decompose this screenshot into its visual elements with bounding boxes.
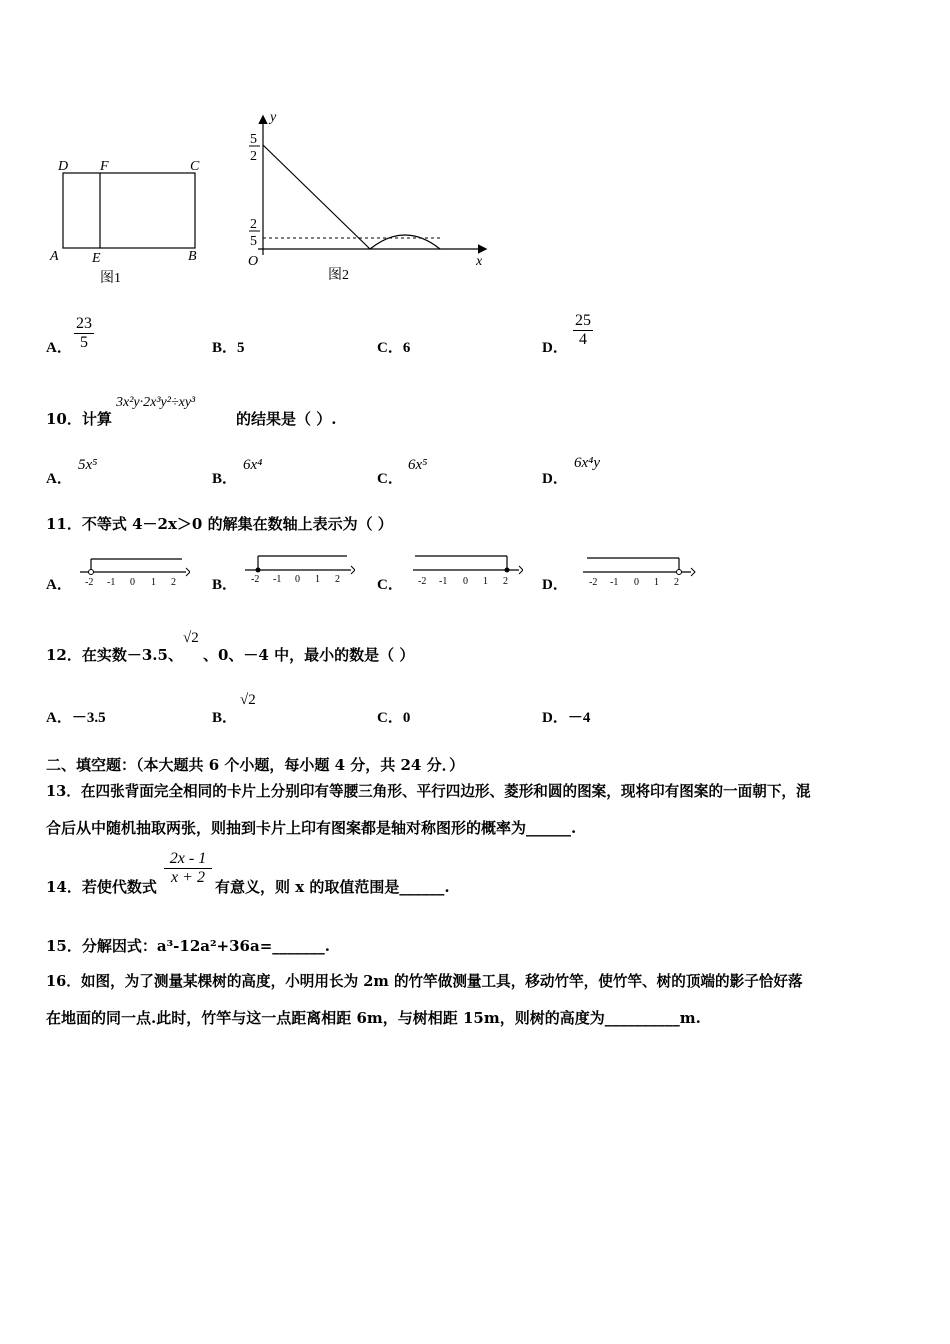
q10-option-b-value: 6x⁴ xyxy=(243,457,263,473)
tick-label: 2 xyxy=(335,574,340,585)
option-value: －3.5 xyxy=(71,710,106,726)
tick-label: -1 xyxy=(273,574,282,585)
fraction-numerator: 25 xyxy=(575,312,591,329)
tick-label: 1 xyxy=(654,577,659,588)
q11-option-b[interactable] xyxy=(212,573,237,594)
figure-1 xyxy=(40,150,220,290)
q12-option-b[interactable] xyxy=(212,706,237,727)
label-b: B xyxy=(188,249,197,264)
tick-label: -1 xyxy=(439,576,448,587)
fraction-denominator: 5 xyxy=(80,334,88,351)
option-value: 5 xyxy=(237,340,245,356)
figure-2 xyxy=(240,105,500,285)
q9-option-d[interactable] xyxy=(542,336,568,357)
label-e: E xyxy=(92,251,101,266)
option-letter: A． xyxy=(46,577,72,593)
q14-suffix: 有意义，则 x 的取值范围是______. xyxy=(215,878,450,896)
option-letter: A． xyxy=(46,340,72,356)
option-value: －4 xyxy=(567,710,591,726)
tick-label: 1 xyxy=(151,577,156,588)
q10-option-c[interactable] xyxy=(377,467,403,488)
option-letter: B． xyxy=(212,340,238,356)
tick-label: 1 xyxy=(483,576,488,587)
option-letter: D． xyxy=(542,710,568,726)
q15: 15．分解因式：a³-12a²+36a=_______. xyxy=(46,937,331,955)
fraction-numerator: 2x - 1 xyxy=(164,850,212,869)
q9-option-c[interactable] xyxy=(377,336,410,357)
q13-line2: 合后从中随机抽取两张，则抽到卡片上印有图案都是轴对称图形的概率为______. xyxy=(46,819,577,837)
y-top-denominator: 2 xyxy=(250,149,257,164)
q10-expression: 3x²y·2x³y²÷xy³ xyxy=(116,395,196,410)
tick-label: 2 xyxy=(171,577,176,588)
q16-line2: 在地面的同一点.此时，竹竿与这一点距离相距 6m，与树相距 15m，则树的高度为__________m. xyxy=(46,1009,701,1027)
option-value: 0 xyxy=(402,710,411,726)
q11-option-a[interactable] xyxy=(46,573,72,594)
q12-suffix: 、0、－4 中，最小的数是（ ） xyxy=(203,646,415,664)
figure-2-caption: 图2 xyxy=(328,268,349,283)
q10-option-c-value: 6x⁵ xyxy=(408,457,428,473)
q10-option-a-value: 5x⁵ xyxy=(78,457,98,473)
option-letter: C． xyxy=(377,577,403,593)
origin-label: O xyxy=(248,254,259,269)
q14-fraction xyxy=(164,850,212,887)
q9-option-a[interactable] xyxy=(46,336,72,357)
tick-label: 0 xyxy=(130,577,135,588)
q14-prefix: 14．若使代数式 xyxy=(46,878,157,896)
q12-option-c[interactable] xyxy=(377,706,410,727)
label-f: F xyxy=(100,159,109,174)
q12-option-a[interactable] xyxy=(46,706,106,727)
fraction-numerator: 23 xyxy=(76,315,92,332)
label-c: C xyxy=(190,159,200,174)
y-top-numerator: 5 xyxy=(250,132,257,147)
q10-option-b[interactable] xyxy=(212,467,237,488)
q11-numberline-a xyxy=(80,550,190,590)
y-axis-label: y xyxy=(270,110,277,125)
option-letter: D． xyxy=(542,340,568,356)
option-value: 6 xyxy=(402,340,411,356)
q12-radical: √2 xyxy=(183,630,199,646)
q10-option-a[interactable] xyxy=(46,467,72,488)
option-letter: C． xyxy=(377,340,403,356)
tick-label: 0 xyxy=(463,576,468,587)
fraction-denominator: x + 2 xyxy=(171,869,205,886)
label-d: D xyxy=(58,159,69,174)
tick-label: 2 xyxy=(674,577,679,588)
label-a: A xyxy=(50,249,59,264)
rectangle-abcd xyxy=(63,173,195,248)
y-low-denominator: 5 xyxy=(250,234,257,249)
y-low-numerator: 2 xyxy=(250,217,257,232)
q10-option-d[interactable] xyxy=(542,467,568,488)
q9-option-a-fraction xyxy=(74,315,94,352)
option-letter: C． xyxy=(377,710,403,726)
tick-label: -2 xyxy=(418,576,427,587)
q11-numberline-c xyxy=(413,540,523,590)
q11-option-d[interactable] xyxy=(542,573,568,594)
q13-line1: 13．在四张背面完全相同的卡片上分别印有等腰三角形、平行四边形、菱形和圆的图案，现将印有图案的一面朝下，混 xyxy=(46,783,811,800)
x-axis-label: x xyxy=(476,254,483,269)
option-letter: B． xyxy=(212,471,238,487)
q10-option-d-value: 6x⁴y xyxy=(574,455,601,471)
q10-prefix: 10．计算 xyxy=(46,410,112,428)
q10-suffix: 的结果是（ ）. xyxy=(236,410,337,428)
q11-numberline-b xyxy=(245,548,355,590)
graph-line-descending xyxy=(263,145,370,249)
option-letter: C． xyxy=(377,471,403,487)
tick-label: 0 xyxy=(634,577,639,588)
q12-prefix: 12．在实数－3.5、 xyxy=(46,646,183,664)
q12-option-b-value: √2 xyxy=(240,692,256,708)
q16-line1: 16．如图，为了测量某棵树的高度，小明用长为 2m 的竹竿做测量工具，移动竹竿，使竹竿、树的顶端的影子恰好落 xyxy=(46,973,803,990)
tick-label: 0 xyxy=(295,574,300,585)
fraction-denominator: 4 xyxy=(579,331,587,348)
q12-option-d[interactable] xyxy=(542,706,590,727)
q11-numberline-d xyxy=(583,548,698,590)
option-letter: A． xyxy=(46,710,72,726)
tick-label: 1 xyxy=(315,574,320,585)
q9-option-b[interactable] xyxy=(212,336,245,357)
option-letter: D． xyxy=(542,577,568,593)
tick-label: -2 xyxy=(589,577,598,588)
tick-label: 2 xyxy=(503,576,508,587)
option-letter: D． xyxy=(542,471,568,487)
tick-label: -1 xyxy=(107,577,116,588)
q11-option-c[interactable] xyxy=(377,573,403,594)
section-2-heading: 二、填空题：（本大题共 6 个小题，每小题 4 分，共 24 分．） xyxy=(46,756,465,774)
q11-stem: 11．不等式 4－2x＞0 的解集在数轴上表示为（ ） xyxy=(46,515,393,533)
tick-label: -2 xyxy=(251,574,260,585)
option-letter: B． xyxy=(212,577,238,593)
figure-1-caption: 图1 xyxy=(100,271,121,286)
option-letter: A． xyxy=(46,471,72,487)
option-letter: B． xyxy=(212,710,238,726)
q9-option-d-fraction xyxy=(573,312,593,349)
graph-arc xyxy=(370,235,440,249)
q10-stem xyxy=(46,408,112,429)
tick-label: -1 xyxy=(610,577,619,588)
tick-label: -2 xyxy=(85,577,94,588)
